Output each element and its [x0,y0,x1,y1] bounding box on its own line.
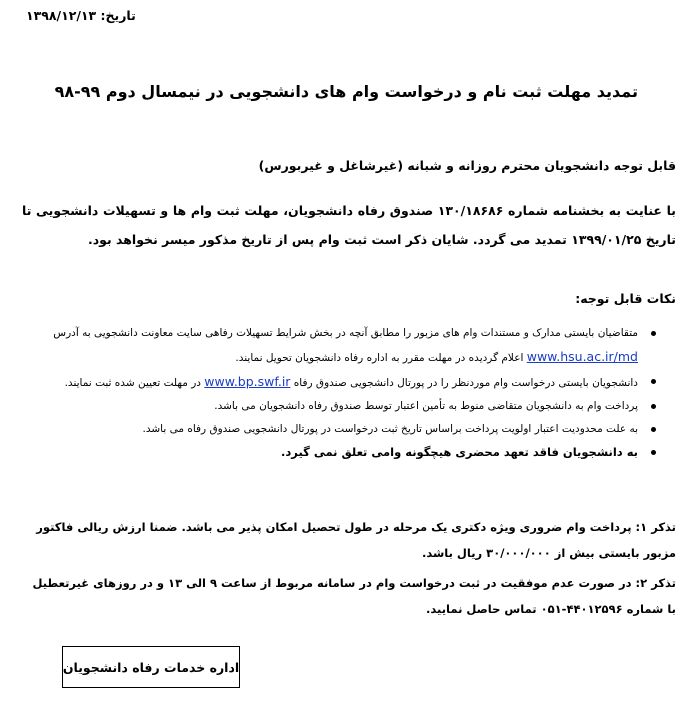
date-label: تاریخ: [100,8,136,23]
note-item-2 [18,370,638,395]
notes-heading: نکات قابل توجه: [575,291,676,306]
intro-paragraph: با عنایت به بخشنامه شماره ۱۳۰/۱۸۶۸۶ صندوق رفاه دانشجویان، مهلت ثبت وام ها و تسهیلات دانشجویی تا تاریخ ۱۳۹۹/۰۱/۲۵ تمدید می گردد. شایان ذکر است ثبت وام پس از تاریخ مذکور میسر نخواهد بود. [22,203,676,247]
date-value: ۱۳۹۸/۱۲/۱۳ [26,8,97,23]
note-item-4: به علت محدودیت اعتبار اولویت پرداخت براساس تاریخ ثبت درخواست در پورتال دانشجویی صندوق رفاه می باشد. [18,418,638,441]
swf-portal-link[interactable]: www.bp.swf.ir [204,374,291,389]
reminder-2: تذکر ۲: در صورت عدم موفقیت در ثبت درخواست وام در سامانه مربوط از ساعت ۹ الی ۱۳ و در روزهای غیرتعطیل با شماره ۴۴۰۱۲۵۹۶-۰۵۱ تماس حاصل نمایید. [32,576,676,616]
audience-line: قابل توجه دانشجویان محترم روزانه و شبانه (غیرشاغل و غیربورس) [258,158,676,173]
note-item-5: به دانشجویان فاقد تعهد محضری هیچگونه وامی تعلق نمی گیرد. [18,441,638,464]
note-1-text-before: متقاضیان بایستی مدارک و مستندات وام های مزبور را مطابق آنچه در بخش شرایط تسهیلات رفاهی سایت معاونت دانشجویی به آدرس [53,327,638,339]
document-title: تمدید مهلت ثبت نام و درخواست وام های دانشجویی در نیمسال دوم ۹۹-۹۸ [54,82,638,101]
hsu-md-link[interactable]: www.hsu.ac.ir/md [526,349,638,364]
signature-box: اداره خدمات رفاه دانشجویان [62,646,240,688]
note-item-1 [18,322,638,370]
document-date [26,8,136,23]
reminder-1: تذکر ۱: پرداخت وام ضروری ویژه دکتری یک مرحله در طول تحصیل امکان پذیر می باشد. ضمنا ارزش ریالی فاکتور مزبور بایستی بیش از ۳۰/۰۰۰/۰۰۰ ریال باشد. [36,520,676,560]
note-1-text-after: اعلام گردیده در مهلت مقرر به اداره رفاه دانشجویان تحویل نمایند. [235,352,524,364]
notes-list [18,322,656,464]
note-2-text-before: دانشجویان بایستی درخواست وام موردنظر را در پورتال دانشجویی صندوق رفاه [293,377,638,389]
note-2-text-after: در مهلت تعیین شده ثبت نمایند. [64,377,201,389]
note-item-3: پرداخت وام به دانشجویان متقاضی منوط به تأمین اعتبار توسط صندوق رفاه دانشجویان می باشد. [18,395,638,418]
